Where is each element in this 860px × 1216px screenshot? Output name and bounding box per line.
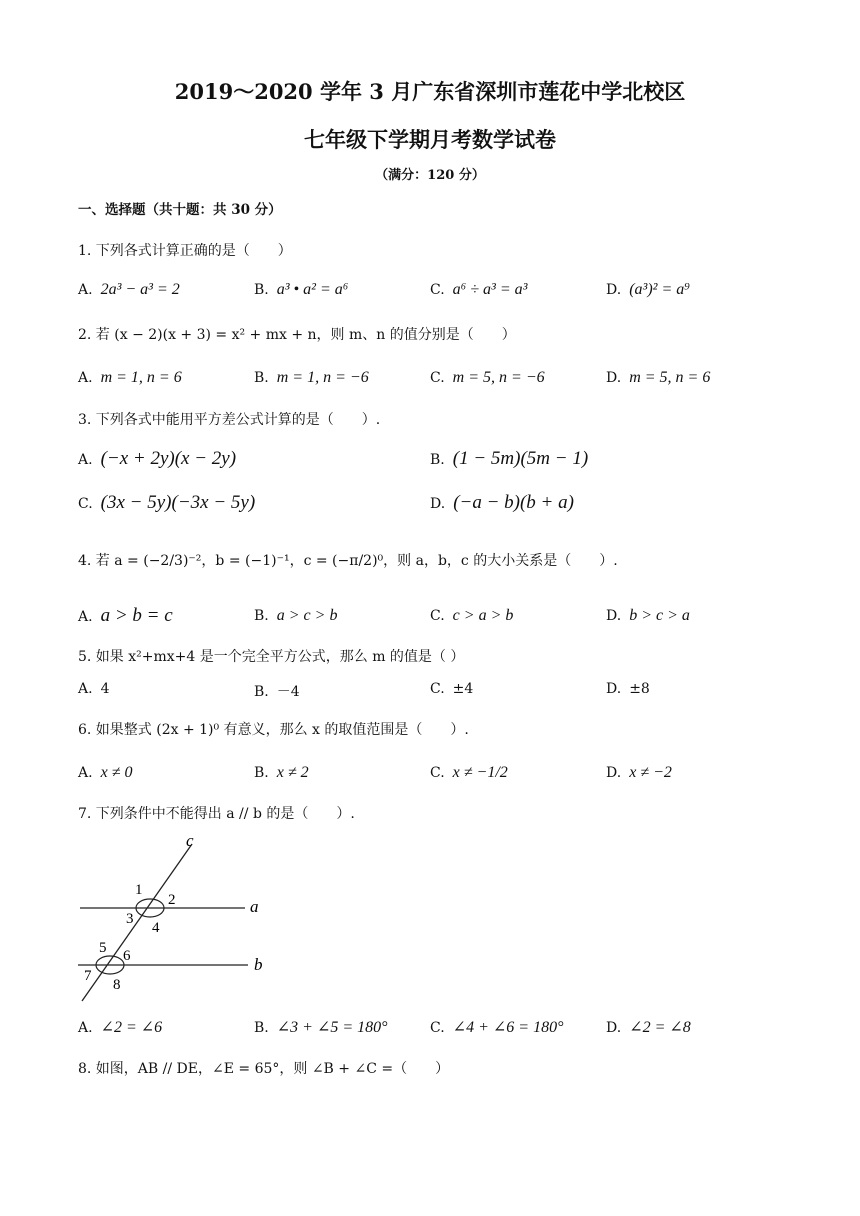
question-7-option-b: B. ∠3 + ∠5 = 180° <box>254 1019 388 1036</box>
question-6-option-d: D. x ≠ −2 <box>606 764 672 781</box>
question-1-option-c: C. a⁶ ÷ a³ = a³ <box>430 281 528 298</box>
section-heading: 一、选择题（共十题：共 30 分） <box>78 202 282 218</box>
question-4-option-d: D. b > c > a <box>606 607 690 624</box>
question-7-option-d: D. ∠2 = ∠8 <box>606 1019 691 1036</box>
angle-label-6: 6 <box>123 948 131 964</box>
question-1-option-b: B. a³ • a² = a⁶ <box>254 281 349 298</box>
question-3-option-b: B. (1 − 5m)(5m − 1) <box>430 448 589 469</box>
question-1-option-a: A. 2a³ − a³ = 2 <box>78 281 180 298</box>
angle-label-8: 8 <box>113 977 121 993</box>
exam-title-line1: 2019～2020 学年 3 月广东省深圳市莲花中学北校区 <box>174 79 686 104</box>
question-4-option-c: C. c > a > b <box>430 607 514 624</box>
question-7-option-a: A. ∠2 = ∠6 <box>78 1019 163 1036</box>
question-3-stem: 3. 下列各式中能用平方差公式计算的是（ ）. <box>78 412 381 428</box>
question-5-option-a: A. 4 <box>78 681 110 697</box>
question-6-option-c: C. x ≠ −1/2 <box>430 764 508 781</box>
question-2-option-b: B. m = 1, n = −6 <box>254 369 369 386</box>
exam-title-line2: 七年级下学期月考数学试卷 <box>304 127 556 152</box>
line-label-c: c <box>186 831 194 850</box>
score-note: （满分：120 分） <box>375 168 485 183</box>
angle-label-4: 4 <box>152 920 160 936</box>
question-2-option-a: A. m = 1, n = 6 <box>78 369 182 386</box>
angle-label-5: 5 <box>99 940 107 956</box>
question-8-stem: 8. 如图，AB // DE，∠E = 65°，则 ∠B + ∠C =（ ） <box>78 1061 450 1077</box>
line-label-b: b <box>254 955 263 974</box>
question-6-option-a: A. x ≠ 0 <box>78 764 133 781</box>
question-7-option-c: C. ∠4 + ∠6 = 180° <box>430 1019 564 1036</box>
question-1-option-d: D. (a³)² = a⁹ <box>606 281 690 298</box>
angle-label-3: 3 <box>126 911 134 927</box>
question-4-stem: 4. 若 a = (−2/3)⁻²，b = (−1)⁻¹，c = (−π/2)⁰，则 a，b，c 的大小关系是（ ）. <box>78 553 618 569</box>
question-5-stem: 5. 如果 x²+mx+4 是一个完全平方公式，那么 m 的值是（ ） <box>78 649 465 665</box>
question-6-stem: 6. 如果整式 (2x + 1)⁰ 有意义，那么 x 的取值范围是（ ）. <box>78 722 469 738</box>
question-4-option-b: B. a > c > b <box>254 607 338 624</box>
angle-label-7: 7 <box>84 968 92 984</box>
question-3-option-d: D. (−a − b)(b + a) <box>430 492 574 513</box>
question-5-option-b: B. －4 <box>254 684 300 700</box>
question-5-option-c: C. ±4 <box>430 681 474 697</box>
line-label-a: a <box>250 897 259 916</box>
question-3-option-c: C. (3x − 5y)(−3x − 5y) <box>78 492 256 513</box>
parallel-lines-figure <box>70 828 280 1008</box>
angle-label-2: 2 <box>168 892 176 908</box>
question-2-option-d: D. m = 5, n = 6 <box>606 369 711 386</box>
question-3-option-a: A. (−x + 2y)(x − 2y) <box>78 448 237 469</box>
question-6-option-b: B. x ≠ 2 <box>254 764 309 781</box>
question-4-option-a: A. a > b = c <box>78 605 173 626</box>
question-2-option-c: C. m = 5, n = −6 <box>430 369 545 386</box>
angle-label-1: 1 <box>135 882 143 898</box>
question-5-option-d: D. ±8 <box>606 681 650 697</box>
question-1-stem: 1. 下列各式计算正确的是（ ） <box>78 243 292 259</box>
question-7-stem: 7. 下列条件中不能得出 a // b 的是（ ）. <box>78 806 355 822</box>
question-2-stem: 2. 若 (x − 2)(x + 3) = x² + mx + n，则 m、n 的值分别是（ ） <box>78 327 516 343</box>
